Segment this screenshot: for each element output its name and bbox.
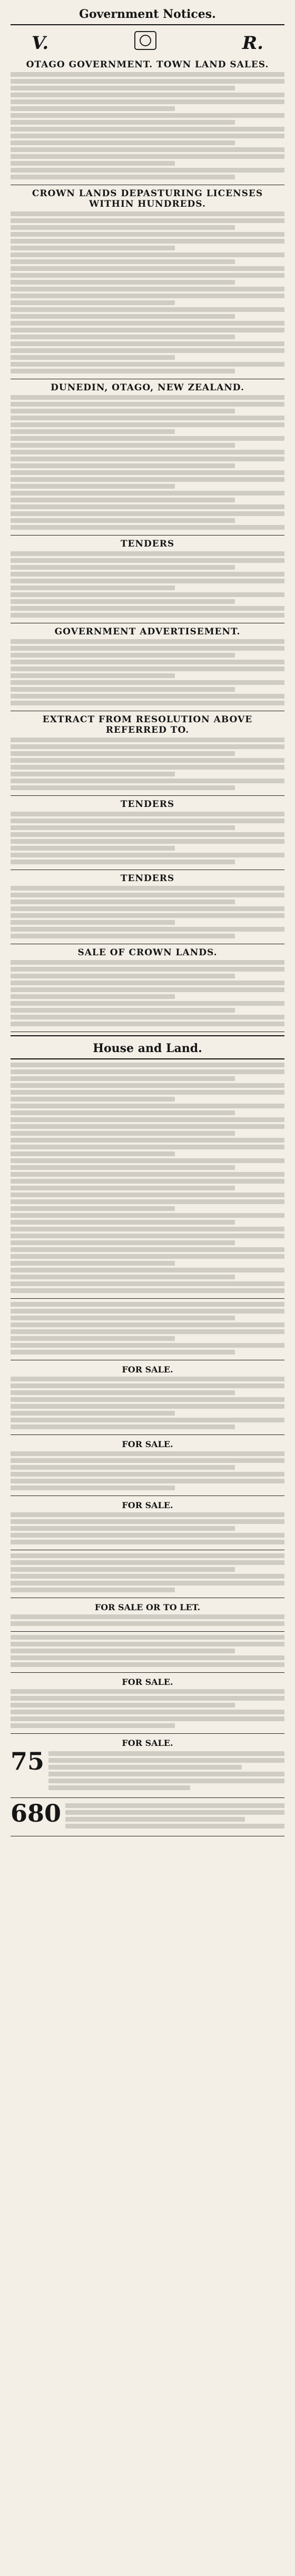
text-line: [11, 1316, 235, 1320]
ad-heading: FOR SALE.: [122, 1365, 173, 1375]
text-line: [11, 1138, 284, 1143]
text-line: [11, 1172, 284, 1177]
text-line: [11, 1574, 284, 1579]
text-line: [11, 1533, 284, 1538]
notice: [11, 714, 284, 790]
text-line: [11, 1716, 284, 1721]
notice-heading: TENDERS: [120, 799, 175, 810]
ad: [11, 1553, 284, 1592]
text-line: [11, 1110, 235, 1115]
text-line: [11, 920, 175, 925]
text-line: [11, 694, 284, 699]
newspaper-page: [11, 0, 284, 1844]
text-line: [11, 779, 284, 783]
ad: [11, 1500, 284, 1544]
text-line: [11, 1329, 284, 1334]
text-line: [11, 1649, 235, 1653]
text-line: [11, 1404, 284, 1409]
text-line: [11, 422, 284, 427]
ad: [11, 1439, 284, 1490]
text-line: [11, 348, 284, 353]
text-line: [48, 1758, 284, 1763]
text-line: [11, 893, 284, 897]
text-line: [11, 565, 235, 570]
ad: [11, 1677, 284, 1728]
text-line: [11, 606, 284, 611]
text-lines: [11, 1451, 284, 1490]
text-line: [11, 484, 175, 489]
text-line: [11, 987, 284, 992]
section-rule-2: [11, 1058, 284, 1059]
text-lines: [11, 1553, 284, 1592]
text-line: [11, 498, 235, 502]
notice-heading: SALE OF CROWN LANDS.: [77, 947, 218, 958]
text-line: [11, 913, 284, 918]
text-line: [11, 1581, 284, 1585]
text-line: [11, 1512, 284, 1517]
text-line: [11, 886, 284, 891]
text-lines: [11, 639, 284, 705]
text-line: [11, 687, 235, 692]
text-line: [11, 1001, 284, 1006]
text-line: [11, 470, 284, 475]
text-line: [11, 1411, 175, 1416]
royal-crest: [11, 28, 284, 57]
text-line: [11, 211, 284, 216]
text-line: [11, 1268, 284, 1272]
text-line: [11, 660, 284, 664]
text-line: [11, 825, 235, 830]
text-line: [11, 1261, 175, 1266]
text-line: [11, 1008, 235, 1013]
text-line: [11, 1614, 284, 1619]
text-line: [11, 1397, 284, 1402]
text-line: [11, 1383, 284, 1388]
text-line: [11, 1377, 284, 1381]
text-line: [11, 1635, 284, 1640]
text-line: [11, 1145, 284, 1149]
text-line: [11, 232, 284, 237]
text-line: [11, 307, 284, 312]
text-line: [11, 436, 284, 441]
ads-column: [11, 1063, 284, 1836]
big-number: 75: [11, 1747, 45, 1775]
text-line: [11, 680, 284, 685]
text-line: [11, 1069, 284, 1074]
text-line: [11, 443, 235, 448]
notice: [11, 539, 284, 618]
text-line: [11, 168, 284, 173]
ad-divider: [11, 1672, 284, 1673]
text-line: [11, 653, 235, 658]
text-line: [11, 1350, 235, 1355]
notice: [11, 382, 284, 530]
text-line: [11, 994, 175, 999]
text-line: [11, 402, 284, 407]
text-line: [11, 839, 284, 844]
text-line: [11, 1083, 284, 1088]
text-line: [11, 273, 284, 278]
text-lines: [11, 738, 284, 790]
text-line: [65, 1810, 284, 1815]
text-lines: [11, 395, 284, 530]
text-line: [11, 1519, 284, 1524]
text-line: [11, 287, 284, 291]
text-line: [11, 1097, 175, 1102]
notice: [11, 627, 284, 705]
text-line: [11, 328, 284, 332]
text-line: [11, 1479, 284, 1483]
text-line: [11, 1199, 284, 1204]
text-line: [11, 1642, 284, 1646]
text-line: [11, 819, 284, 823]
text-lines: [11, 1635, 284, 1667]
notice-heading: CROWN LANDS DEPASTURING LICENSES WITHIN HUNDREDS.: [32, 188, 263, 209]
text-line: [11, 259, 235, 264]
text-line: [11, 504, 284, 509]
text-line: [11, 1131, 235, 1136]
text-line: [11, 106, 175, 111]
text-line: [11, 1425, 235, 1429]
ad-divider: [11, 1631, 284, 1632]
text-line: [11, 1165, 235, 1170]
big-number: 680: [11, 1799, 62, 1827]
ad-divider: [11, 1797, 284, 1798]
text-line: [11, 1336, 175, 1341]
text-line: [11, 639, 284, 644]
text-line: [11, 1567, 235, 1572]
section-rule: [11, 1035, 284, 1036]
text-line: [11, 416, 284, 420]
text-line: [11, 934, 235, 938]
text-line: [11, 1281, 284, 1286]
text-lines: [11, 960, 284, 1026]
text-line: [11, 314, 235, 319]
notice-divider: [11, 795, 284, 796]
text-line: [11, 429, 175, 434]
text-line: [11, 120, 235, 125]
ad: [11, 1365, 284, 1429]
text-line: [11, 1090, 284, 1095]
text-line: [11, 1104, 284, 1108]
text-line: [11, 147, 284, 152]
text-line: [11, 1015, 284, 1019]
notice: [11, 188, 284, 373]
text-line: [11, 585, 175, 590]
text-line: [11, 1234, 284, 1238]
text-lines: [11, 211, 284, 373]
text-line: [11, 765, 284, 770]
text-line: [11, 1193, 284, 1197]
text-line: [11, 1275, 235, 1279]
text-line: [11, 1560, 284, 1565]
ad-divider: [11, 1298, 284, 1299]
text-line: [11, 1655, 284, 1660]
notice-heading: OTAGO GOVERNMENT. TOWN LAND SALES.: [26, 59, 269, 70]
text-line: [48, 1751, 284, 1756]
ad-divider: [11, 1733, 284, 1734]
text-line: [11, 321, 284, 326]
ad: [11, 1635, 284, 1667]
crest-right: R.: [242, 32, 263, 54]
text-line: [11, 239, 284, 244]
text-line: [11, 785, 235, 790]
text-line: [11, 1247, 284, 1252]
notice-divider: [11, 535, 284, 536]
text-line: [11, 252, 284, 257]
text-line: [11, 751, 235, 756]
text-line: [65, 1817, 245, 1822]
text-line: [11, 1526, 235, 1531]
text-line: [11, 1151, 175, 1156]
text-line: [11, 511, 284, 516]
text-line: [48, 1765, 242, 1770]
text-line: [11, 1117, 284, 1122]
text-line: [11, 1206, 175, 1211]
ad: [11, 1602, 284, 1626]
text-line: [65, 1803, 284, 1808]
text-line: [11, 701, 284, 705]
text-line: [11, 113, 284, 118]
text-line: [11, 450, 284, 454]
text-line: [11, 613, 284, 618]
text-line: [11, 906, 284, 911]
text-line: [11, 551, 284, 556]
text-line: [11, 1158, 284, 1163]
text-line: [11, 518, 235, 523]
text-line: [11, 1254, 284, 1259]
text-line: [11, 572, 284, 577]
text-line: [11, 744, 284, 749]
text-line: [11, 1309, 284, 1314]
notice: [11, 873, 284, 938]
text-line: [11, 86, 235, 90]
text-line: [11, 491, 284, 496]
text-line: [11, 1553, 284, 1558]
text-lines: [11, 1063, 284, 1293]
text-lines: [11, 72, 284, 179]
ad: [11, 1801, 284, 1831]
text-line: [11, 463, 235, 468]
text-lines: [11, 1614, 284, 1626]
text-line: [11, 1343, 284, 1348]
text-line: [11, 154, 284, 159]
text-lines: [11, 886, 284, 938]
text-line: [11, 1322, 284, 1327]
notice-heading: GOVERNMENT ADVERTISEMENT.: [54, 627, 241, 637]
text-line: [11, 1213, 284, 1218]
ad: [11, 1063, 284, 1293]
text-line: [11, 927, 284, 932]
text-line: [11, 666, 284, 671]
text-lines: [11, 1377, 284, 1429]
text-line: [11, 1186, 235, 1190]
notice-heading: TENDERS: [120, 539, 175, 549]
text-line: [11, 981, 284, 985]
text-line: [11, 592, 284, 597]
text-line: [11, 1063, 284, 1067]
text-line: [11, 1588, 175, 1592]
text-line: [11, 1220, 235, 1225]
notice-heading: DUNEDIN, OTAGO, NEW ZEALAND.: [51, 382, 244, 393]
text-line: [11, 579, 284, 583]
ad-row: [11, 1801, 284, 1831]
text-lines: [11, 1689, 284, 1728]
text-line: [11, 294, 284, 298]
text-lines: [11, 812, 284, 864]
ad-heading: FOR SALE.: [122, 1439, 173, 1449]
ad: [11, 1738, 284, 1792]
notices-column: [11, 59, 284, 1032]
text-line: [11, 900, 235, 904]
text-line: [11, 758, 284, 763]
text-line: [11, 225, 235, 230]
text-line: [48, 1785, 190, 1790]
text-line: [11, 246, 175, 250]
text-line: [11, 1689, 284, 1694]
text-line: [11, 832, 284, 837]
text-line: [11, 1465, 235, 1470]
crest-emblem-icon: [130, 28, 161, 57]
text-line: [11, 1076, 235, 1081]
text-line: [11, 846, 175, 851]
text-line: [11, 1124, 284, 1129]
text-line: [11, 860, 235, 864]
ad-heading: FOR SALE.: [122, 1500, 173, 1510]
text-line: [11, 812, 284, 816]
text-line: [11, 341, 284, 346]
text-line: [11, 1710, 284, 1714]
section-title-house: House and Land.: [93, 1042, 202, 1055]
text-line: [11, 599, 235, 604]
title-rule: [11, 24, 284, 25]
text-line: [11, 1486, 175, 1490]
text-lines: [11, 1512, 284, 1544]
text-line: [48, 1779, 284, 1783]
text-line: [11, 1302, 284, 1307]
text-line: [11, 646, 284, 651]
text-line: [11, 335, 235, 339]
text-line: [11, 1540, 284, 1544]
text-line: [11, 1418, 284, 1422]
text-line: [11, 1723, 175, 1728]
text-line: [11, 1472, 284, 1477]
text-line: [11, 960, 284, 965]
notice-heading: TENDERS: [120, 873, 175, 884]
text-line: [11, 1022, 284, 1026]
text-line: [11, 1240, 235, 1245]
text-line: [11, 369, 235, 373]
text-line: [11, 1288, 284, 1293]
text-line: [11, 738, 284, 742]
crest-left: V.: [32, 32, 49, 54]
text-line: [11, 175, 235, 179]
text-line: [11, 1696, 284, 1701]
text-line: [11, 362, 284, 367]
text-lines: [11, 1302, 284, 1355]
text-line: [11, 218, 284, 223]
text-line: [11, 457, 284, 461]
text-line: [11, 673, 175, 678]
text-line: [11, 161, 175, 166]
text-line: [11, 266, 284, 271]
text-line: [11, 558, 284, 563]
text-line: [11, 395, 284, 400]
ad-heading: FOR SALE.: [122, 1677, 173, 1687]
text-line: [11, 140, 235, 145]
text-line: [11, 974, 235, 978]
text-line: [11, 967, 284, 972]
text-line: [11, 93, 284, 97]
ad-heading: FOR SALE.: [122, 1738, 173, 1748]
text-line: [11, 127, 284, 132]
text-line: [11, 1179, 284, 1184]
text-line: [11, 409, 235, 413]
text-lines: [48, 1749, 284, 1792]
text-line: [11, 79, 284, 84]
text-line: [11, 300, 175, 305]
notice-heading: EXTRACT FROM RESOLUTION ABOVE REFERRED TO.: [42, 714, 253, 735]
notice: [11, 59, 284, 179]
text-line: [11, 1662, 284, 1667]
text-line: [11, 477, 284, 482]
text-line: [11, 1621, 284, 1626]
text-line: [11, 853, 284, 857]
notice: [11, 947, 284, 1026]
text-line: [11, 1451, 284, 1456]
page-title: Government Notices.: [79, 7, 216, 21]
ad-row: [11, 1749, 284, 1792]
text-line: [65, 1824, 284, 1829]
text-line: [11, 280, 235, 285]
text-line: [11, 772, 175, 776]
text-line: [11, 355, 175, 360]
text-line: [48, 1772, 284, 1776]
text-line: [11, 72, 284, 77]
notice: [11, 799, 284, 864]
text-lines: [65, 1801, 284, 1831]
ad-heading: FOR SALE OR TO LET.: [94, 1602, 201, 1612]
ad: [11, 1302, 284, 1355]
text-line: [11, 99, 284, 104]
text-lines: [11, 551, 284, 618]
text-line: [11, 1390, 235, 1395]
text-line: [11, 1227, 284, 1231]
text-line: [11, 1458, 284, 1463]
text-line: [11, 525, 284, 530]
text-line: [11, 1703, 235, 1708]
text-line: [11, 134, 284, 138]
